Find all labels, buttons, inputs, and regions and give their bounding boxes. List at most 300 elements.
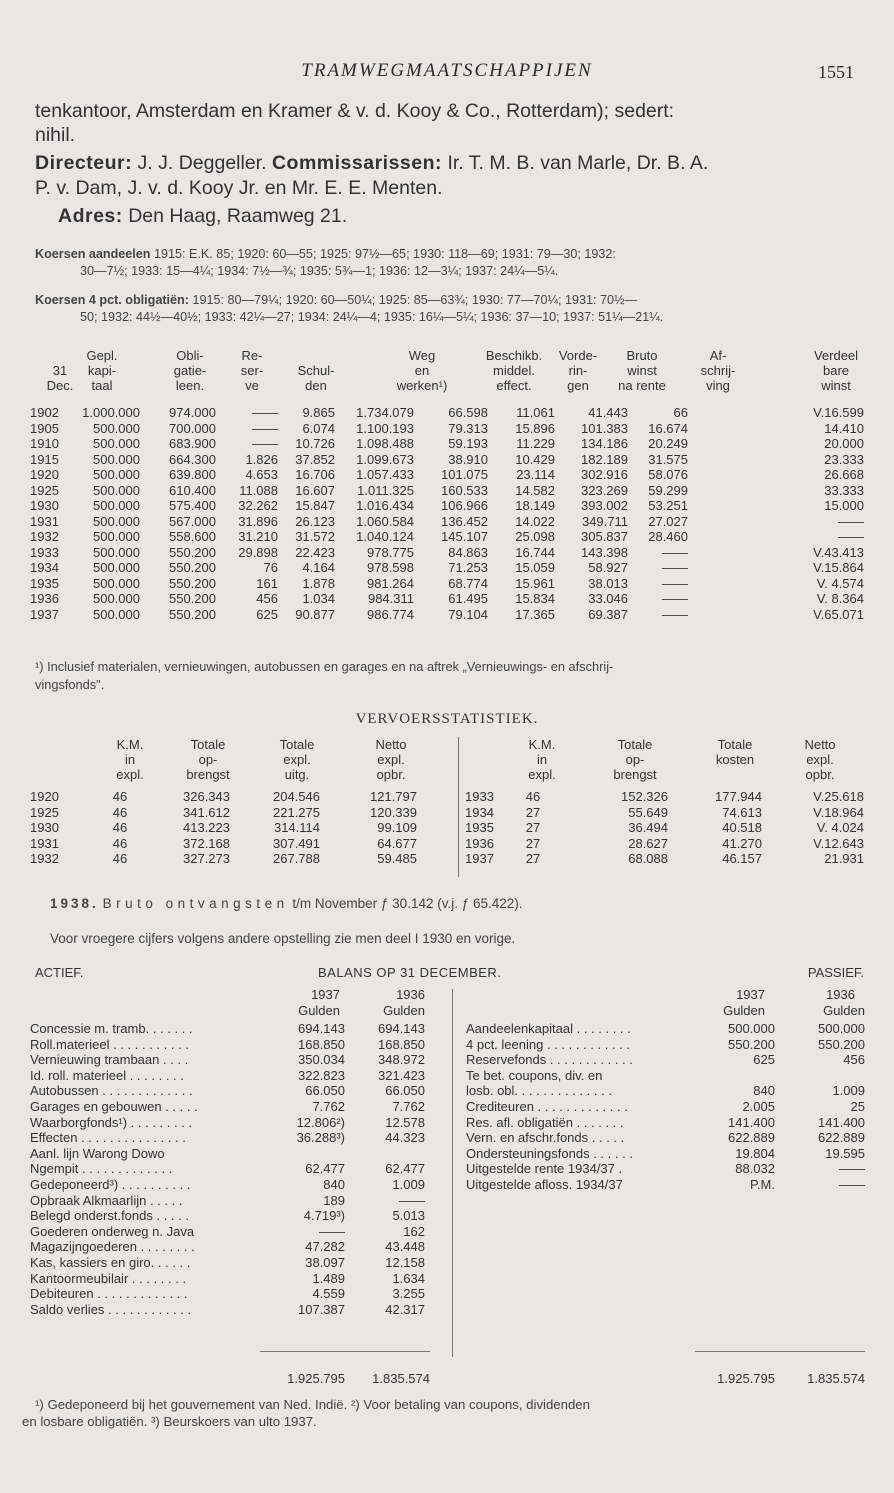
actief-value-1936: 348.972 [378, 1052, 425, 1068]
vervoer-cell: V. 4.024 [816, 820, 864, 835]
table-cell: 984.311 [367, 591, 414, 606]
table-cell: 639.800 [169, 467, 216, 482]
vervoer-header-cell: in [124, 752, 136, 767]
actief-label-cell: Ngempit . . . . . . . . . . . . . [30, 1161, 173, 1177]
table-cell: 20.249 [648, 436, 688, 451]
balans-table [30, 987, 865, 1387]
vervoer-cell: V.12.643 [813, 835, 864, 851]
table-cell: 4.653 [245, 467, 278, 482]
actief-label-cell: Kantoormeubilair . . . . . . . . [30, 1270, 187, 1286]
vervoer-cell: 28.627 [628, 835, 668, 851]
vervoer-header-cell: Totale [279, 737, 315, 752]
vervoer-header-cell: K.M. [528, 737, 556, 752]
vervoer-header-cell: op- [625, 752, 645, 767]
vervoer-cell: 59.485 [377, 851, 417, 866]
table-cell: 1937 [30, 606, 59, 622]
actief-value-1937: 840 [323, 1177, 345, 1192]
directeur-label: Directeur: [35, 152, 133, 174]
vervoer-cell: 341.612 [183, 804, 230, 820]
passief-value-1936: 456 [843, 1052, 865, 1068]
table-header-cell: Gepl. [86, 348, 118, 363]
vervoer-header-cell: Totale [617, 737, 653, 752]
table-cell: 10.726 [295, 436, 335, 451]
passief-value-1936 [775, 1068, 865, 1083]
table-cell: 1.100.193 [356, 420, 414, 436]
table-cell: 974.000 [169, 405, 216, 420]
koersen-aandeelen-line-1 [35, 246, 865, 262]
vervoer-cell: 1936 [465, 835, 494, 851]
balans-col-unit: Gulden [723, 1003, 765, 1018]
vervoer-cell: 204.546 [273, 789, 320, 804]
table-header-cell: gatie- [173, 363, 207, 378]
vervoer-cell: 1930 [30, 820, 59, 835]
table-header-cell: Beschikb. [485, 348, 543, 363]
table-cell: —— [252, 420, 278, 436]
actief-label-cell: Magazijngoederen . . . . . . . . [30, 1239, 195, 1255]
table-cell: 550.200 [169, 606, 216, 622]
table-header-cell: 31 [52, 363, 68, 378]
table-cell: 500.000 [93, 482, 140, 498]
vervoer-cell: 27 [525, 851, 541, 866]
voor-vroegere-line: Voor vroegere cijfers volgens andere opstelling zie men deel I 1930 en vorige. [50, 931, 516, 946]
koersen-aandeelen-text: 1915: E.K. 85; 1920: 60—55; 1925: 97½—65; 1930: 118—69; 1931: 79—30; 1932: [150, 247, 616, 261]
actief-value-1936: 694.143 [378, 1021, 425, 1036]
actief-value-1936: 3.255 [392, 1286, 425, 1302]
actief-label-cell: Debiteuren . . . . . . . . . . . . . [30, 1286, 188, 1302]
table-cell: 66.598 [448, 405, 488, 420]
vervoer-cell: 36.494 [628, 820, 668, 835]
vervoer-header-cell: Netto [804, 737, 836, 752]
passief-value-1937: 19.804 [735, 1145, 775, 1161]
table-cell: V. 8.364 [816, 591, 864, 606]
table-header-cell: ser- [240, 363, 264, 378]
table-cell: 38.910 [448, 451, 488, 467]
actief-value-1936: 44.323 [385, 1130, 425, 1146]
table-cell: 500.000 [93, 575, 140, 591]
adres-line [58, 205, 888, 228]
vervoer-cell: 46 [525, 789, 541, 804]
passief-label-cell: Aandeelenkapitaal . . . . . . . . [466, 1021, 631, 1036]
vervoer-cell: 74.613 [722, 804, 762, 820]
table-cell: 59.193 [448, 436, 488, 451]
table-cell: 26.123 [295, 513, 335, 529]
table-cell: 15.059 [515, 560, 555, 575]
table-cell: 610.400 [169, 482, 216, 498]
actief-value-1936: 162 [403, 1223, 425, 1239]
table-cell: —— [662, 575, 688, 591]
actief-value-1936: 168.850 [378, 1036, 425, 1052]
table-cell: 1.878 [302, 575, 335, 591]
table-cell: 986.774 [367, 606, 414, 622]
passief-label-cell: Reservefonds . . . . . . . . . . . . [466, 1052, 633, 1068]
actief-label-cell: Opbraak Alkmaarlijn . . . . . [30, 1192, 183, 1208]
table-cell: 1.099.673 [356, 451, 414, 467]
vervoer-header-cell: kosten [715, 752, 755, 767]
table-cell: 90.877 [295, 606, 335, 622]
vervoer-cell: 267.788 [273, 851, 320, 866]
passief-label-cell: 4 pct. leening . . . . . . . . . . . . [466, 1036, 631, 1052]
passief-value-1936: —— [839, 1177, 865, 1192]
table-cell: 6.074 [302, 420, 335, 436]
table-cell: 58.076 [648, 467, 688, 482]
footnote-2-line-2: en losbare obligatiën. ³) Beurskoers van ulto 1937. [22, 1414, 317, 1429]
table-cell: 9.865 [302, 405, 335, 420]
adres-label: Adres: [58, 205, 123, 227]
commissarissen-value: Ir. T. M. B. van Marle, Dr. B. A. [442, 152, 709, 174]
table-cell: 145.107 [441, 529, 488, 544]
vervoer-cell: 1925 [30, 804, 59, 820]
passief-total-rule [695, 1351, 865, 1352]
vervoer-header-cell: Netto [375, 737, 407, 752]
table-header-cell: Af- [709, 348, 727, 363]
actief-label-cell: Garages en gebouwen . . . . . [30, 1099, 198, 1114]
actief-label-cell: Goederen onderweg n. Java [30, 1223, 195, 1239]
vervoer-cell: 327.273 [183, 851, 230, 866]
table-cell: 15.834 [515, 591, 555, 606]
table-header-cell: na rente [618, 378, 666, 393]
table-cell: 456 [256, 591, 278, 606]
table-cell: 349.711 [581, 513, 628, 529]
table-header-cell: Re- [241, 348, 263, 363]
balans-col-unit: Gulden [298, 1003, 340, 1018]
passief-value-1937: 500.000 [728, 1021, 775, 1036]
passief-label-cell: Vern. en afschr.fonds . . . . . [466, 1130, 625, 1146]
passief-value-1936: 19.595 [825, 1145, 865, 1161]
table-cell: 143.398 [581, 544, 628, 560]
passief-value-1937 [690, 1068, 775, 1083]
passief-total-1936: 1.835.574 [807, 1371, 865, 1386]
table-cell: 33.333 [824, 482, 864, 498]
table-cell: 1.826 [245, 451, 278, 467]
passief-label-cell: Uitgestelde afloss. 1934/37 [466, 1177, 623, 1192]
vervoer-cell: 372.168 [183, 835, 230, 851]
vervoer-cell: V.18.964 [813, 804, 864, 820]
table-cell: 101.383 [581, 420, 628, 436]
bruto-1938-rest: t/m November ƒ 30.142 (v.j. ƒ 65.422). [288, 896, 523, 911]
actief-label-cell: Id. roll. materieel . . . . . . . . [30, 1067, 184, 1083]
table-cell: 550.200 [169, 575, 216, 591]
table-cell: 15.961 [515, 575, 555, 591]
intro-line-2: nihil. [35, 124, 76, 146]
passief-label-cell: Te bet. coupons, div. en [466, 1067, 603, 1083]
table-cell: 31.210 [238, 529, 278, 544]
vervoer-cell: 307.491 [273, 835, 320, 851]
table-cell: 1.000.000 [82, 405, 140, 420]
table-cell: 1.016.434 [356, 498, 414, 513]
table-header-cell: en [414, 363, 430, 378]
vervoer-cell: 1933 [465, 789, 494, 804]
table-header-cell: Schul- [297, 363, 335, 378]
vervoer-header-cell: op- [198, 752, 218, 767]
table-cell: 4.164 [302, 560, 335, 575]
table-cell: 66 [673, 405, 688, 420]
passief-value-1936: 622.889 [818, 1130, 865, 1146]
table-cell: 625 [256, 606, 278, 622]
table-cell: 11.229 [516, 436, 555, 451]
table-cell: 1.011.325 [357, 482, 414, 498]
actief-value-1937: —— [319, 1223, 345, 1239]
passief-label-cell: Res. afl. obligatiën . . . . . . . [466, 1114, 624, 1130]
vervoer-header-cell: opbr. [376, 767, 406, 782]
vervoer-cell: 1931 [30, 835, 59, 851]
koersen-aandeelen-line-2: 30—7½; 1933: 15—4¼; 1934: 7½—¾; 1935: 5¾—1; 1936: 12—3¼; 1937: 24¼—5¼. [80, 264, 559, 278]
actief-value-1937: 189 [323, 1192, 345, 1208]
vervoer-header-cell: expl. [528, 767, 556, 782]
table-cell: 31.575 [648, 451, 688, 467]
actief-value-1936: 62.477 [385, 1161, 425, 1177]
table-cell: 1.057.433 [356, 467, 414, 482]
table-cell: 17.365 [515, 606, 555, 622]
vervoer-header-cell: Totale [717, 737, 753, 752]
table-cell: 11.088 [239, 482, 278, 498]
passief-total-1937: 1.925.795 [717, 1371, 775, 1386]
vervoer-table [30, 737, 865, 877]
passief-value-1937: 550.200 [728, 1036, 775, 1052]
passief-value-1937: P.M. [749, 1177, 775, 1192]
table-cell: 136.452 [441, 513, 488, 529]
footnote-1-line-2: vingsfonds". [35, 677, 105, 692]
vervoer-cell: 21.931 [824, 851, 864, 866]
table-header-cell: Vorde- [558, 348, 598, 363]
table-cell: 1915 [30, 451, 59, 467]
table-cell: 37.852 [295, 451, 335, 467]
table-cell: 323.269 [581, 482, 628, 498]
passief-label: PASSIEF. [807, 965, 864, 980]
table-cell: V.15.864 [813, 560, 864, 575]
table-cell: 1932 [30, 529, 59, 544]
actief-value-1936: —— [399, 1192, 425, 1208]
table-cell: —— [252, 405, 278, 420]
actief-label-cell: Belegd onderst.fonds . . . . . [30, 1208, 189, 1224]
table-header-cell: winst [821, 378, 851, 393]
table-cell: 23.114 [516, 467, 555, 482]
table-cell: 15.896 [515, 420, 555, 436]
vervoer-cell: 27 [525, 835, 541, 851]
table-cell: 71.253 [448, 560, 488, 575]
balans-col-unit: Gulden [823, 1003, 865, 1018]
actief-value-1936: 1.634 [392, 1270, 425, 1286]
table-cell: 1933 [30, 544, 59, 560]
vervoer-header-cell: brengst [613, 767, 657, 782]
table-cell: 79.104 [448, 606, 488, 622]
vervoer-cell: 1920 [30, 789, 59, 804]
passief-value-1937: 625 [753, 1052, 775, 1068]
actief-value-1936: 12.158 [385, 1255, 425, 1270]
adres-value: Den Haag, Raamweg 21. [122, 205, 348, 227]
table-cell: 106.966 [441, 498, 488, 513]
passief-label-cell: losb. obl. . . . . . . . . . . . . . [466, 1083, 612, 1099]
bruto-1938-line [50, 896, 880, 912]
table-cell: 567.000 [169, 513, 216, 529]
actief-value-1936: 7.762 [392, 1099, 425, 1114]
actief-value-1937: 350.034 [298, 1052, 345, 1068]
actief-value-1937: 4.719³) [303, 1208, 345, 1224]
actief-value-1937: 694.143 [298, 1021, 345, 1036]
footnote-2-line-1: ¹) Gedeponeerd bij het gouvernement van Ned. Indië. ²) Voor betaling van coupons, dividenden [35, 1397, 590, 1412]
actief-label-cell: Aanl. lijn Warong Dowo [30, 1145, 165, 1161]
table-cell: V.43.413 [813, 544, 864, 560]
table-header-cell: ve [245, 378, 259, 393]
table-cell: 558.600 [169, 529, 216, 544]
table-cell: 981.264 [367, 575, 414, 591]
table-cell: 26.668 [824, 467, 864, 482]
table-cell: 79.313 [448, 420, 488, 436]
passief-value-1937: 2.005 [742, 1099, 775, 1114]
table-cell: 500.000 [93, 420, 140, 436]
table-header-cell: den [305, 378, 327, 393]
table-cell: —— [252, 436, 278, 451]
vervoer-cell: 27 [525, 804, 541, 820]
table-cell: 134.186 [581, 436, 628, 451]
table-cell: 500.000 [93, 451, 140, 467]
table-cell: 25.098 [515, 529, 555, 544]
commissarissen-label: Commissarissen: [271, 152, 443, 174]
passief-value-1936: 141.400 [818, 1114, 865, 1130]
table-cell: 1.034 [302, 591, 335, 606]
table-cell: 1.098.488 [356, 436, 414, 451]
table-cell: 16.706 [295, 467, 335, 482]
table-cell: 302.916 [581, 467, 628, 482]
passief-value-1936: —— [839, 1161, 865, 1177]
table-cell: 53.251 [648, 498, 688, 513]
table-header-cell: Obli- [176, 348, 204, 363]
table-cell: 15.847 [295, 498, 335, 513]
table-cell: 41.443 [588, 405, 628, 420]
table-header-cell: bare [822, 363, 850, 378]
vervoer-cell: 1935 [465, 820, 494, 835]
actief-label-cell: Concessie m. tramb. . . . . . . [30, 1021, 193, 1036]
table-cell: 700.000 [169, 420, 216, 436]
table-header-cell: rin- [568, 363, 588, 378]
table-cell: 68.774 [448, 575, 488, 591]
actief-value-1937: 62.477 [305, 1161, 345, 1177]
actief-label: ACTIEF. [35, 965, 84, 980]
table-cell: —— [662, 560, 688, 575]
koersen-obligatien-text: 1915: 80—79¼; 1920: 60—50¼; 1925: 85—63¾; 1930: 77—70¼; 1931: 70½— [188, 293, 638, 307]
table-cell: 1934 [30, 560, 59, 575]
passief-value-1936: 500.000 [818, 1021, 865, 1036]
vervoer-header-cell: opbr. [805, 767, 835, 782]
actief-value-1937: 322.823 [298, 1067, 345, 1083]
table-cell: 500.000 [93, 467, 140, 482]
table-cell: 182.189 [581, 451, 628, 467]
actief-total-1937: 1.925.795 [287, 1371, 345, 1386]
vervoer-cell: 68.088 [628, 851, 668, 866]
table-cell: 16.674 [648, 420, 688, 436]
actief-value-1937 [255, 1146, 345, 1161]
table-cell: 61.495 [448, 591, 488, 606]
table-cell: 500.000 [93, 606, 140, 622]
directeur-line [35, 152, 865, 175]
table-cell: 500.000 [93, 498, 140, 513]
bruto-1938-year: 1938. [50, 896, 99, 911]
vervoer-header-cell: Totale [190, 737, 226, 752]
actief-value-1937: 107.387 [298, 1301, 345, 1317]
vervoer-header-cell: uitg. [284, 767, 310, 782]
table-cell: 10.429 [515, 451, 555, 467]
passief-value-1937: 840 [753, 1083, 775, 1099]
table-cell: 38.013 [588, 575, 628, 591]
table-cell: 14.022 [515, 513, 555, 529]
table-cell: 84.863 [448, 544, 488, 560]
balans-col-year: 1937 [311, 987, 340, 1002]
passief-value-1936: 1.009 [832, 1083, 865, 1099]
passief-value-1937: 141.400 [728, 1114, 775, 1130]
passief-label-cell: Crediteuren . . . . . . . . . . . . . [466, 1099, 628, 1114]
table-cell: 305.837 [581, 529, 628, 544]
vervoer-header-cell: in [536, 752, 548, 767]
table-cell: —— [662, 591, 688, 606]
table-cell: 500.000 [93, 544, 140, 560]
table-header-cell: schrij- [700, 363, 736, 378]
passief-label-cell: Uitgestelde rente 1934/37 . [466, 1161, 623, 1177]
table-cell: 28.460 [648, 529, 688, 544]
footnote-1-line-1: ¹) Inclusief materialen, vernieuwingen, autobussen en garages en na aftrek „Vernieuwings- en afschrij- [35, 659, 614, 674]
table-header-cell: Verdeel [813, 348, 859, 363]
table-header-cell: Dec. [46, 378, 74, 393]
vervoer-title: VERVOERSSTATISTIEK. [355, 711, 539, 727]
vervoer-cell: 177.944 [715, 789, 762, 804]
table-cell: —— [838, 529, 864, 544]
table-cell: 14.410 [824, 420, 864, 436]
intro-line-4: P. v. Dam, J. v. d. Kooy Jr. en Mr. E. E. Menten. [35, 177, 443, 199]
vervoer-cell: 64.677 [377, 835, 417, 851]
balans-title: BALANS OP 31 DECEMBER. [318, 965, 502, 980]
koersen-obligatien-line-1 [35, 292, 865, 308]
table-cell: V.16.599 [813, 405, 864, 420]
table-cell: 161 [256, 575, 278, 591]
table-header-cell: effect. [496, 378, 532, 393]
table-cell: 58.927 [588, 560, 628, 575]
vervoer-cell: 40.518 [722, 820, 762, 835]
financial-table [30, 348, 865, 648]
table-cell: 18.149 [515, 498, 555, 513]
table-cell: —— [838, 513, 864, 529]
vervoer-cell: 55.649 [628, 804, 668, 820]
actief-value-1937: 36.288³) [296, 1130, 345, 1146]
vervoer-cell: 1934 [465, 804, 494, 820]
table-cell: 1930 [30, 498, 59, 513]
directeur-value: J. J. Deggeller. [132, 152, 272, 174]
table-header-cell: Bruto [626, 348, 658, 363]
actief-value-1937: 7.762 [312, 1099, 345, 1114]
vervoer-cell: 46 [112, 820, 128, 835]
table-cell: 59.299 [648, 482, 688, 498]
table-cell: 101.075 [441, 467, 488, 482]
actief-value-1936: 321.423 [378, 1067, 425, 1083]
table-cell: 1905 [30, 420, 59, 436]
intro-line-1: tenkantoor, Amsterdam en Kramer & v. d. Kooy & Co., Rotterdam); sedert: [35, 100, 675, 122]
table-cell: 1936 [30, 591, 59, 606]
table-cell: 978.598 [367, 560, 414, 575]
actief-label-cell: Effecten . . . . . . . . . . . . . . . [30, 1130, 186, 1146]
table-cell: 393.002 [581, 498, 628, 513]
page-header-title: TRAMWEGMAATSCHAPPIJEN [301, 60, 593, 81]
table-cell: 1925 [30, 482, 59, 498]
table-header-cell: gen [567, 378, 589, 393]
table-cell: 11.061 [516, 405, 555, 420]
balans-divider [452, 989, 453, 1357]
vervoer-cell: 46 [112, 789, 128, 804]
table-cell: 664.300 [169, 451, 216, 467]
vervoer-cell: 27 [525, 820, 541, 835]
passief-value-1936: 25 [850, 1099, 865, 1114]
table-header-cell: ving [706, 378, 730, 393]
actief-label-cell: Gedeponeerd³) . . . . . . . . . . [30, 1177, 191, 1192]
vervoer-header-cell: expl. [283, 752, 311, 767]
table-cell: 22.423 [295, 544, 335, 560]
vervoer-cell: 46 [112, 851, 128, 866]
